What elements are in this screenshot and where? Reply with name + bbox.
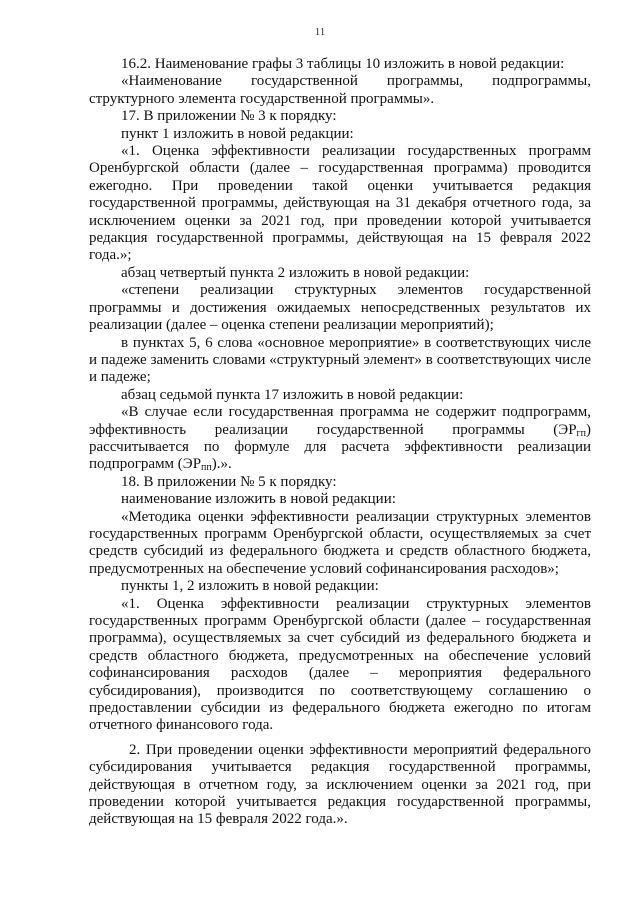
paragraph: наименование изложить в новой редакции: bbox=[121, 491, 396, 508]
paragraph: «Наименование государственной программы, подпрограммы, структурного элемента государственной программы». bbox=[89, 73, 591, 107]
paragraph-gap bbox=[89, 735, 591, 742]
paragraph: 18. В приложении № 5 к порядку: bbox=[121, 473, 337, 490]
document-body bbox=[89, 56, 591, 829]
paragraph-segment: ).». bbox=[211, 456, 232, 473]
paragraph: «1. Оценка эффективности реализации структурных элементов государственных программ Оренбургской области (далее – государственная программа), осуществляемых за счет субсидий из федерального бюджета и средств областного бюджета, предусмотренных на обеспечение условий софинансирования расходов (далее – мероприятия федерального субсидирования), производится по соответствующему соглашению о предоставлении субсидии из федерального бюджета ежегодно по итогам отчетного финансового года. bbox=[89, 595, 591, 734]
page-number: 11 bbox=[314, 26, 326, 38]
paragraph: в пунктах 5, 6 слова «основное мероприятие» в соответствующих числе и падеже заменить словами «структурный элемент» в соответствующих числе и падеже; bbox=[89, 334, 591, 386]
subscript-text: пп bbox=[201, 462, 212, 474]
paragraph-segment: «В случае если государственная программа не содержит подпрограмм, эффективность реализации государственной программы (ЭР bbox=[89, 404, 591, 438]
paragraph: абзац четвертый пункта 2 изложить в новой редакции: bbox=[121, 264, 470, 281]
paragraph: абзац седьмой пункта 17 изложить в новой редакции: bbox=[121, 386, 464, 403]
paragraph bbox=[89, 404, 591, 474]
paragraph: 16.2. Наименование графы 3 таблицы 10 изложить в новой редакции: bbox=[121, 56, 565, 72]
paragraph: «1. Оценка эффективности реализации государственных программ Оренбургской области (далее – государственная программа) проводится ежегодно. При проведении такой оценки учитывается редакция государственной программы, действующая на 31 декабря отчетного года, за исключением оценки за 2021 год, при проведении которой учитывается редакция государственной программы, действующая на 15 февраля 2022 года.»; bbox=[89, 143, 591, 264]
subscript-text: гп bbox=[576, 427, 586, 439]
paragraph: 17. В приложении № 3 к порядку: bbox=[121, 108, 337, 125]
paragraph-segment: ) рассчитывается по формуле для расчета эффективности реализации подпрограмм (ЭР bbox=[89, 421, 591, 473]
paragraph: пункт 1 изложить в новой редакции: bbox=[121, 125, 354, 142]
paragraph: «степени реализации структурных элементов государственной программы и достижения ожидаемых непосредственных результатов их реализации (далее – оценка степени реализации мероприятий); bbox=[89, 282, 591, 334]
paragraph: пункты 1, 2 изложить в новой редакции: bbox=[121, 578, 379, 595]
paragraph: «Методика оценки эффективности реализации структурных элементов государственных программ Оренбургской области, осуществляемых за счет средств субсидий из федерального бюджета и средств областного бюджета, предусмотренных на обеспечение условий софинансирования расходов»; bbox=[89, 508, 591, 577]
paragraph: 2. При проведении оценки эффективности мероприятий федерального субсидирования учитывается редакция государственной программы, действующая в отчетном году, за исключением оценки за 2021 год, при проведении которой учитывается редакция государственной программы, действующая на 15 февраля 2022 года.». bbox=[89, 741, 591, 828]
